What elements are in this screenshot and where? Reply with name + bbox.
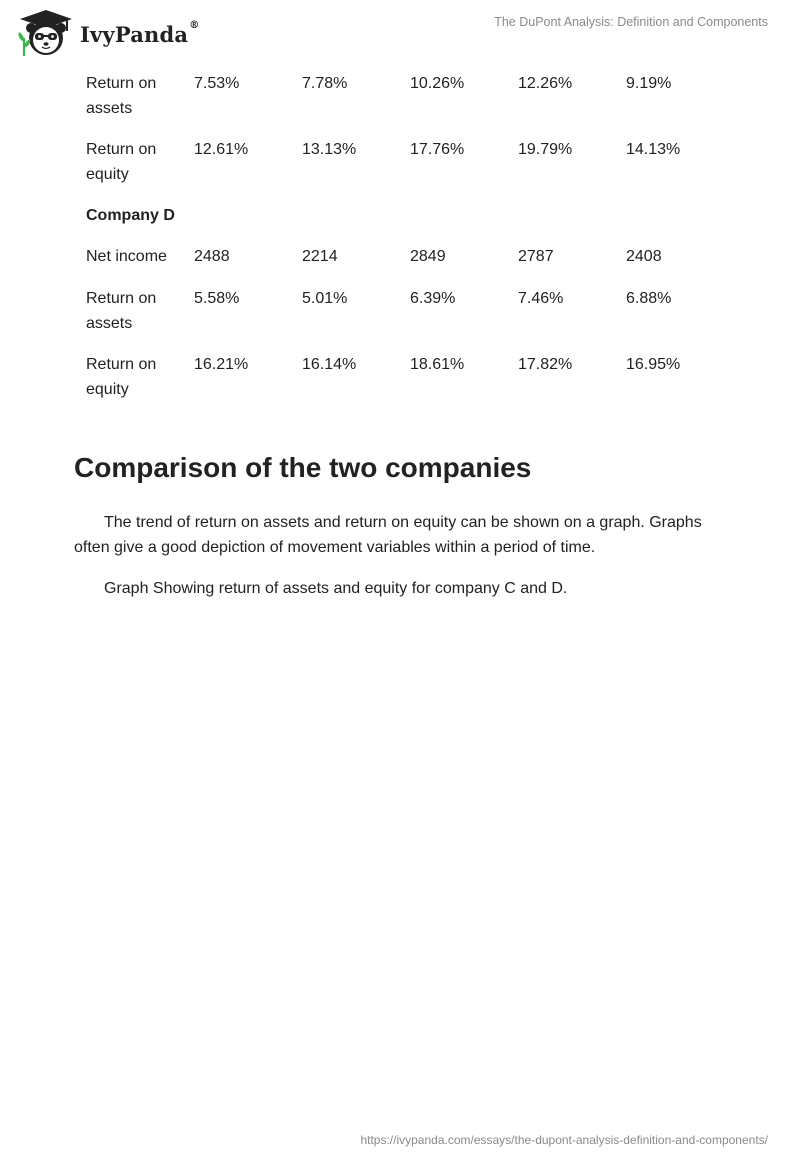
row-label: Return on equity (86, 356, 157, 398)
table-cell: 17.82% (518, 356, 573, 373)
table-cell: 5.58% (194, 290, 240, 307)
table-cell: 7.78% (302, 75, 348, 92)
table-cell: 16.14% (302, 356, 357, 373)
table-cell: 6.39% (410, 290, 456, 307)
table-cell: 18.61% (410, 356, 465, 373)
graph-caption: Graph Showing return of assets and equity for company C and D. (104, 580, 568, 597)
table-cell: 16.95% (626, 356, 681, 373)
row-label: Net income (86, 248, 167, 265)
table-cell: 10.26% (410, 75, 465, 92)
table-cell: 2849 (410, 248, 446, 265)
table-cell: 17.76% (410, 141, 465, 158)
table-cell: 12.26% (518, 75, 573, 92)
financial-ratio-table (74, 63, 722, 410)
panda-graduate-icon (14, 8, 74, 58)
body-paragraph: The trend of return on assets and return on equity can be shown on a graph. Graphs often give a good depiction of movement variables within a period of time. (74, 514, 702, 556)
document-title: The DuPont Analysis: Definition and Components (494, 15, 768, 29)
table-cell: 2488 (194, 248, 230, 265)
company-d-heading: Company D (86, 207, 175, 224)
table-cell: 13.13% (302, 141, 357, 158)
table-row (74, 278, 722, 344)
table-cell: 2214 (302, 248, 338, 265)
table-cell: 2408 (626, 248, 662, 265)
source-url[interactable]: https://ivypanda.com/essays/the-dupont-analysis-definition-and-components/ (360, 1133, 768, 1147)
table-cell: 6.88% (626, 290, 672, 307)
table-cell: 5.01% (302, 290, 348, 307)
table-cell: 7.46% (518, 290, 564, 307)
brand-name: IvyPanda® (80, 19, 200, 47)
table-cell: 16.21% (194, 356, 249, 373)
row-label: Return on equity (86, 141, 157, 183)
table-row (74, 344, 722, 410)
ivypanda-logo[interactable] (14, 8, 199, 58)
table-row (74, 63, 722, 129)
table-cell: 14.13% (626, 141, 681, 158)
page-header (0, 0, 800, 70)
row-label: Return on assets (86, 75, 157, 117)
table-cell: 9.19% (626, 75, 672, 92)
table-row (74, 236, 722, 278)
table-cell: 2787 (518, 248, 554, 265)
table-cell: 7.53% (194, 75, 240, 92)
row-label: Return on assets (86, 290, 157, 332)
table-row (74, 195, 722, 236)
table-row (74, 129, 722, 195)
table-cell: 12.61% (194, 141, 249, 158)
section-heading: Comparison of the two companies (74, 452, 532, 483)
table-cell: 19.79% (518, 141, 573, 158)
